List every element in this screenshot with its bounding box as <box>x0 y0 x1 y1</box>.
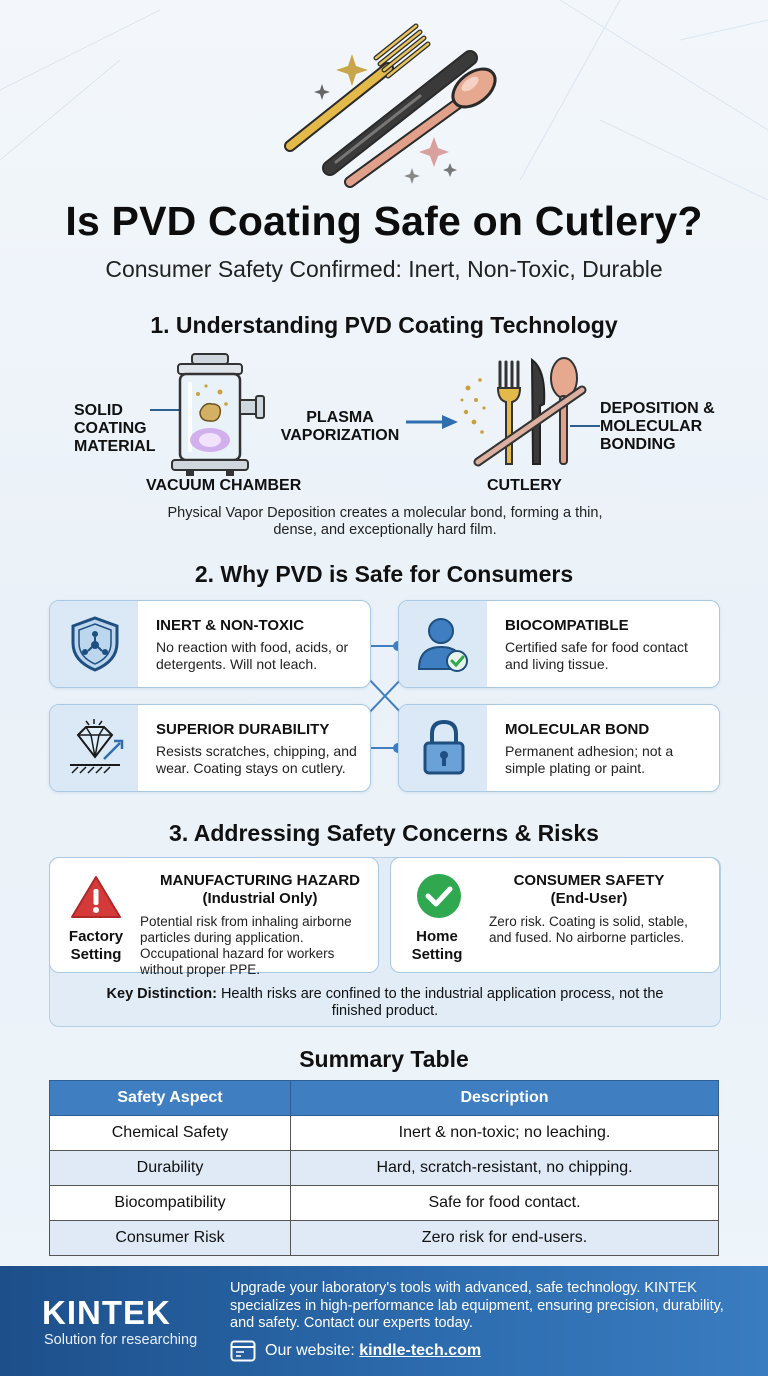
summary-table <box>49 1080 719 1256</box>
check-circle-icon <box>415 872 463 920</box>
footer-banner <box>0 1266 768 1376</box>
hero-cutlery-illustration <box>270 18 510 188</box>
safety-title: CONSUMER SAFETY (End-User) <box>513 872 665 907</box>
website-link[interactable]: kindle-tech.com <box>359 1342 482 1359</box>
safety-text: Zero risk. Coating is solid, stable, and fused. No airborne particles. <box>489 914 688 945</box>
solid-coating-label: SOLID COATING MATERIAL <box>74 402 156 455</box>
table-cell: Safe for food contact. <box>291 1186 719 1221</box>
card-title: INERT & NON-TOXIC <box>156 617 305 634</box>
table-header: Safety Aspect <box>50 1081 291 1116</box>
table-row <box>50 1116 719 1151</box>
coated-cutlery-icon <box>460 352 600 474</box>
card-title: MOLECULAR BOND <box>505 721 650 738</box>
warning-triangle-icon <box>70 874 122 920</box>
card-title: SUPERIOR DURABILITY <box>156 721 330 738</box>
deposition-label: DEPOSITION & MOLECULAR BONDING <box>600 400 715 453</box>
table-cell: Durability <box>50 1151 291 1186</box>
table-cell: Inert & non-toxic; no leaching. <box>291 1116 719 1151</box>
table-row <box>50 1151 719 1186</box>
page-title: Is PVD Coating Safe on Cutlery? <box>65 198 703 244</box>
table-header-row <box>50 1081 719 1116</box>
website-row <box>265 1342 481 1360</box>
home-setting-label: Home Setting <box>411 928 463 963</box>
padlock-icon <box>421 717 467 777</box>
person-check-icon <box>415 613 473 675</box>
table-cell: Hard, scratch-resistant, no chipping. <box>291 1151 719 1186</box>
card-superior-durability <box>49 704 371 792</box>
table-header: Description <box>291 1081 719 1116</box>
hazard-title: MANUFACTURING HAZARD (Industrial Only) <box>160 872 360 907</box>
table-cell: Chemical Safety <box>50 1116 291 1151</box>
key-distinction <box>90 986 680 1020</box>
key-distinction-text: Health risks are confined to the industrial application process, not the finished product. <box>220 986 664 1019</box>
vacuum-chamber-icon <box>150 352 290 478</box>
card-text: Resists scratches, chipping, and wear. Coating stays on cutlery. <box>156 743 357 776</box>
table-cell: Consumer Risk <box>50 1221 291 1256</box>
brand-tagline: Solution for researching <box>44 1332 198 1348</box>
browser-icon <box>230 1340 256 1362</box>
hazard-text: Potential risk from inhaling airborne particles during application. Occupational hazard for workers without proper PPE. <box>140 914 352 977</box>
card-text: Permanent adhesion; not a simple plating or paint. <box>505 743 674 776</box>
vacuum-chamber-label: VACUUM CHAMBER <box>146 477 302 494</box>
cutlery-label: CUTLERY <box>487 477 562 494</box>
card-text: No reaction with food, acids, or detergents. Will not leach. <box>156 639 349 672</box>
website-label: Our website: <box>265 1342 355 1359</box>
card-text: Certified safe for food contact and living tissue. <box>505 639 688 672</box>
summary-heading: Summary Table <box>299 1046 469 1072</box>
card-title: BIOCOMPATIBLE <box>505 617 629 634</box>
shield-icon <box>68 615 122 673</box>
diamond-icon <box>64 717 126 779</box>
factory-setting-label: Factory Setting <box>68 928 124 963</box>
card-inert-non-toxic <box>49 600 371 688</box>
arrow-right-icon <box>404 412 460 432</box>
footer-text: Upgrade your laboratory's tools with advanced, safe technology. KINTEK specializes in high-performance lab equipment, ensuring precision, durability, and safety. Contact our experts today. <box>230 1280 724 1331</box>
page-subtitle: Consumer Safety Confirmed: Inert, Non-Toxic, Durable <box>105 256 663 282</box>
consumer-safety-card <box>390 857 720 973</box>
pvd-description: Physical Vapor Deposition creates a molecular bond, forming a thin, dense, and exceptionally hard film. <box>167 505 603 538</box>
table-cell: Zero risk for end-users. <box>291 1221 719 1256</box>
section3-heading: 3. Addressing Safety Concerns & Risks <box>169 820 599 846</box>
card-biocompatible <box>398 600 720 688</box>
table-row <box>50 1221 719 1256</box>
plasma-vaporization-label: PLASMA VAPORIZATION <box>280 409 400 444</box>
manufacturing-hazard-card <box>49 857 379 977</box>
section1-heading: 1. Understanding PVD Coating Technology <box>150 312 618 338</box>
key-distinction-label: Key Distinction: <box>106 986 217 1002</box>
card-molecular-bond <box>398 704 720 792</box>
table-cell: Biocompatibility <box>50 1186 291 1221</box>
brand-logo: KINTEK <box>42 1294 171 1331</box>
table-row <box>50 1186 719 1221</box>
gold-fork <box>290 26 428 146</box>
section2-heading: 2. Why PVD is Safe for Consumers <box>194 561 574 587</box>
